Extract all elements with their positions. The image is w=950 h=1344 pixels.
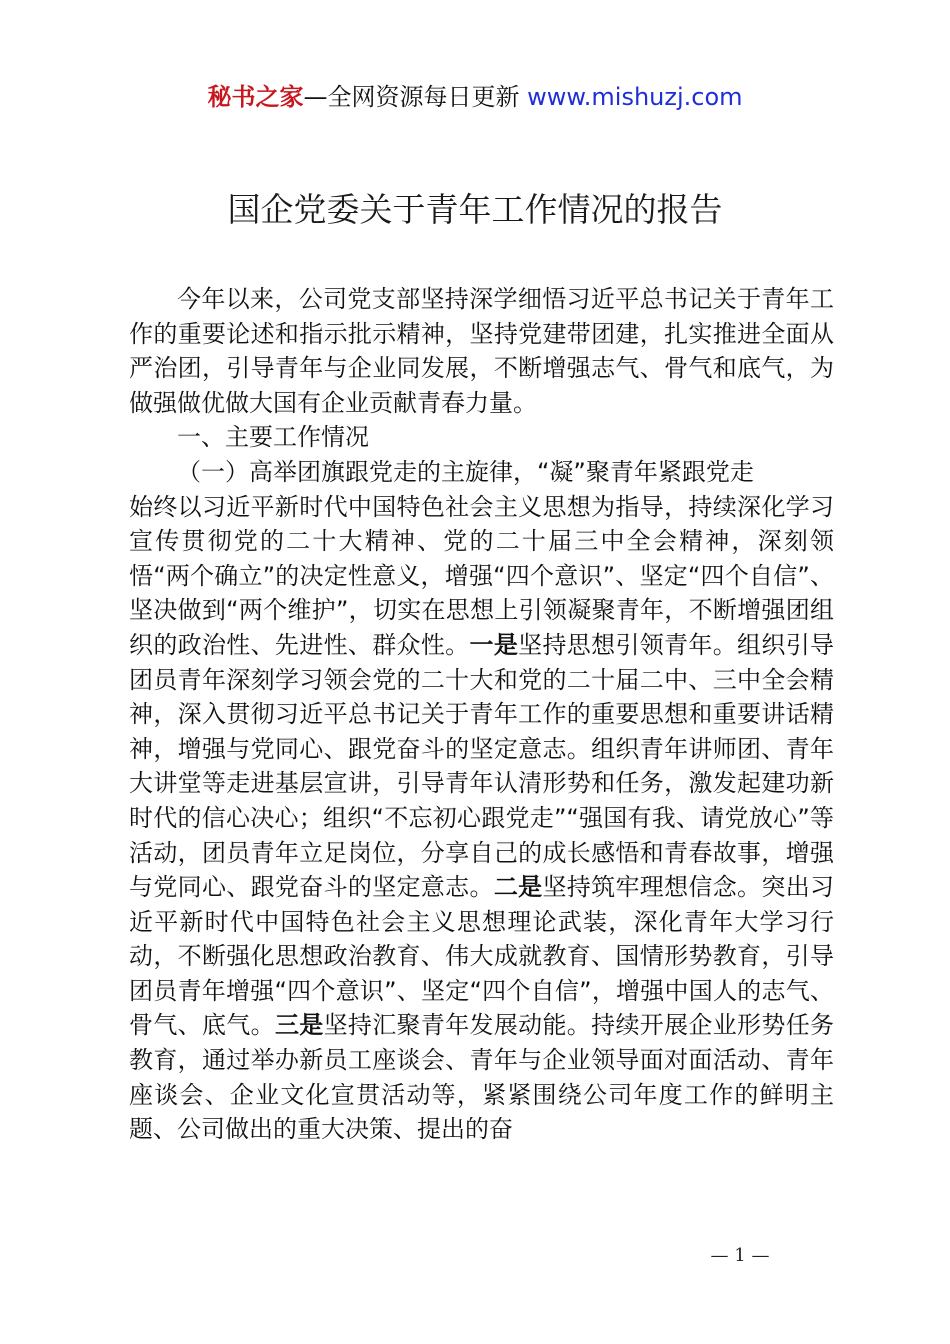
site-url-link[interactable]: www.mishuzj.com (527, 83, 743, 111)
page-number: — 1 — (710, 1245, 770, 1266)
main-lead-text: 始终以习近平新时代中国特色社会主义思想为指导，持续深化学习宣传贯彻党的二十大精神、党的二十届三中全会精神，深刻领悟“两个确立”的决定性意义，增强“四个意识”、坚定“四个自信”、坚决做到“两个维护”，切实在思想上引领凝聚青年，不断增强团组织的政治性、先进性、群众性。 (129, 492, 834, 659)
site-header (0, 80, 950, 114)
point2-label: 二是 (493, 873, 543, 902)
point3-label: 三是 (274, 1011, 324, 1040)
document-title: 国企党委关于青年工作情况的报告 (227, 190, 723, 229)
main-paragraph (129, 490, 834, 1147)
document-body (129, 282, 834, 1147)
point1-text: 坚持思想引领青年。组织引导团员青年深刻学习领会党的二十大和党的二十届二中、三中全会精神，深入贯彻习近平总书记关于青年工作的重要思想和重要讲话精神，增强与党同心、跟党奋斗的坚定意志。组织青年讲师团、青年大讲堂等走进基层宣讲，引导青年认清形势和任务，激发起建功新时代的信心决心；组织“不忘初心跟党走”“强国有我、请党放心”等活动，团员青年立足岗位，分享自己的成长感悟和青春故事，增强与党同心、跟党奋斗的坚定意志。 (129, 630, 835, 902)
site-tagline: —全网资源每日更新 (303, 83, 528, 111)
section-heading: 一、主要工作情况 (177, 423, 369, 452)
point1-label: 一是 (469, 630, 519, 659)
subsection-heading: （一）高举团旗跟党走的主旋律，“凝”聚青年紧跟党走 (177, 457, 754, 486)
intro-paragraph: 今年以来，公司党支部坚持深学细悟习近平总书记关于青年工作的重要论述和指示批示精神，坚持党建带团建，扎实推进全面从严治团，引导青年与企业同发展，不断增强志气、骨气和底气，为做强做优做大国有企业贡献青春力量。 (129, 285, 834, 417)
point2-text: 坚持筑牢理想信念。突出习近平新时代中国特色社会主义思想理论武装，深化青年大学习行动，不断强化思想政治教育、伟大成就教育、国情形势教育，引导团员青年增强“四个意识”、坚定“四个自信”，增强中国人的志气、骨气、底气。 (129, 873, 835, 1040)
point3-text: 坚持汇聚青年发展动能。持续开展企业形势任务教育，通过举办新员工座谈会、青年与企业领导面对面活动、青年座谈会、企业文化宣贯活动等，紧紧围绕公司年度工作的鲜明主题、公司做出的重大决策、提出的奋 (129, 1011, 835, 1144)
site-brand: 秘书之家 (207, 83, 304, 111)
